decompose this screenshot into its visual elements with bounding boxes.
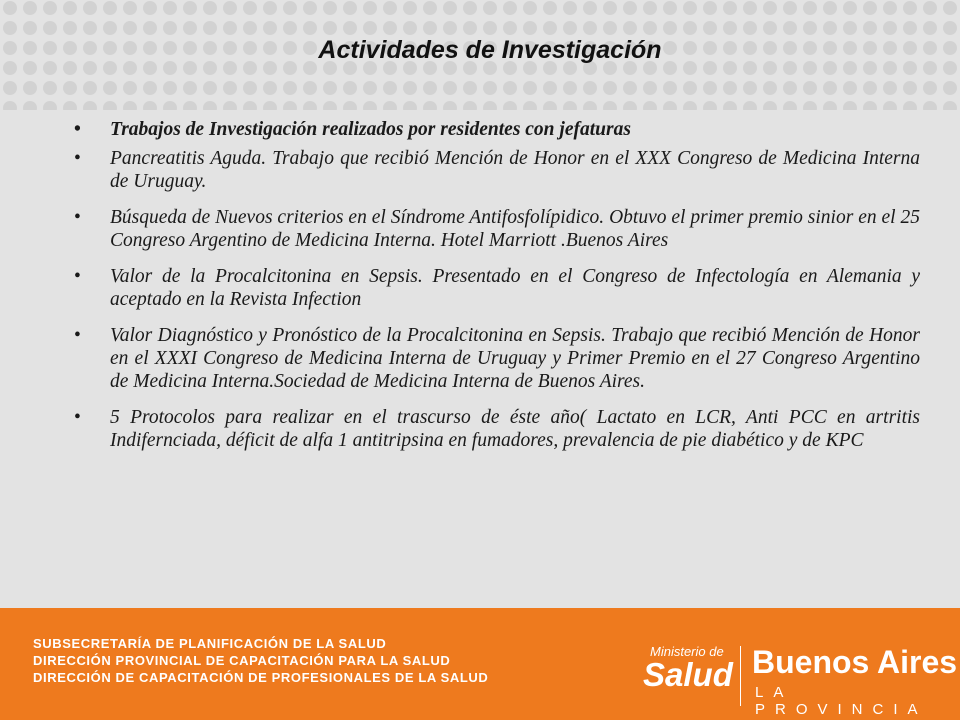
bullet-marker: • bbox=[74, 148, 81, 169]
bullet-marker: • bbox=[74, 119, 81, 140]
la-provincia-label: LA PROVINCIA bbox=[755, 684, 928, 718]
ministerio-salud-logo: Salud bbox=[643, 656, 733, 693]
bullet-text: Valor Diagnóstico y Pronóstico de la Procalcitonina en Sepsis. Trabajo que recibió Mención de Honor en el XXXI Congreso de Medicina Interna de Uruguay y Primer Premio en el 27 Congreso Argentino de Medicina Interna.Sociedad de Medicina Interna de Buenos Aires. bbox=[110, 325, 920, 392]
footer-institution-lines bbox=[33, 635, 488, 686]
bullet-marker: • bbox=[74, 266, 81, 287]
bullet-item bbox=[70, 324, 920, 393]
ministerio-label: Ministerio de bbox=[650, 644, 724, 659]
bullet-marker: • bbox=[74, 407, 81, 428]
footer-line: DIRECCIÓN DE CAPACITACIÓN DE PROFESIONALES DE LA SALUD bbox=[33, 670, 489, 685]
footer-line: DIRECCIÓN PROVINCIAL DE CAPACITACIÓN PARA LA SALUD bbox=[33, 653, 451, 668]
bullet-text: Trabajos de Investigación realizados por residentes con jefaturas bbox=[110, 119, 631, 140]
bullet-text: Búsqueda de Nuevos criterios en el Síndrome Antifosfolípidico. Obtuvo el primer premio sinior en el 25 Congreso Argentino de Medicina Interna. Hotel Marriott .Buenos Aires bbox=[110, 207, 920, 251]
bullet-item bbox=[70, 147, 920, 193]
bullet-marker: • bbox=[74, 325, 81, 346]
bullet-text: Pancreatitis Aguda. Trabajo que recibió Mención de Honor en el XXX Congreso de Medicina Interna de Uruguay. bbox=[110, 148, 920, 192]
footer-line: SUBSECRETARÍA DE PLANIFICACIÓN DE LA SALUD bbox=[33, 636, 387, 651]
logo-divider bbox=[740, 646, 741, 706]
bullet-marker: • bbox=[74, 207, 81, 228]
bullet-item bbox=[70, 118, 920, 141]
bullet-item bbox=[70, 265, 920, 311]
bullet-text: 5 Protocolos para realizar en el trascurso de éste año( Lactato en LCR, Anti PCC en artritis Indifernciada, déficit de alfa 1 antitripsina en fumadores, prevalencia de pie diabético y de KPC bbox=[110, 407, 920, 451]
bullet-list bbox=[70, 118, 920, 465]
slide-title: Actividades de Investigación bbox=[318, 36, 662, 64]
bullet-text: Valor de la Procalcitonina en Sepsis. Presentado en el Congreso de Infectología en Alemania y aceptado en la Revista Infection bbox=[110, 266, 920, 310]
footer-bar bbox=[0, 608, 960, 720]
buenos-aires-logo: Buenos Aires bbox=[752, 644, 958, 680]
bullet-item bbox=[70, 406, 920, 452]
bullet-item bbox=[70, 206, 920, 252]
